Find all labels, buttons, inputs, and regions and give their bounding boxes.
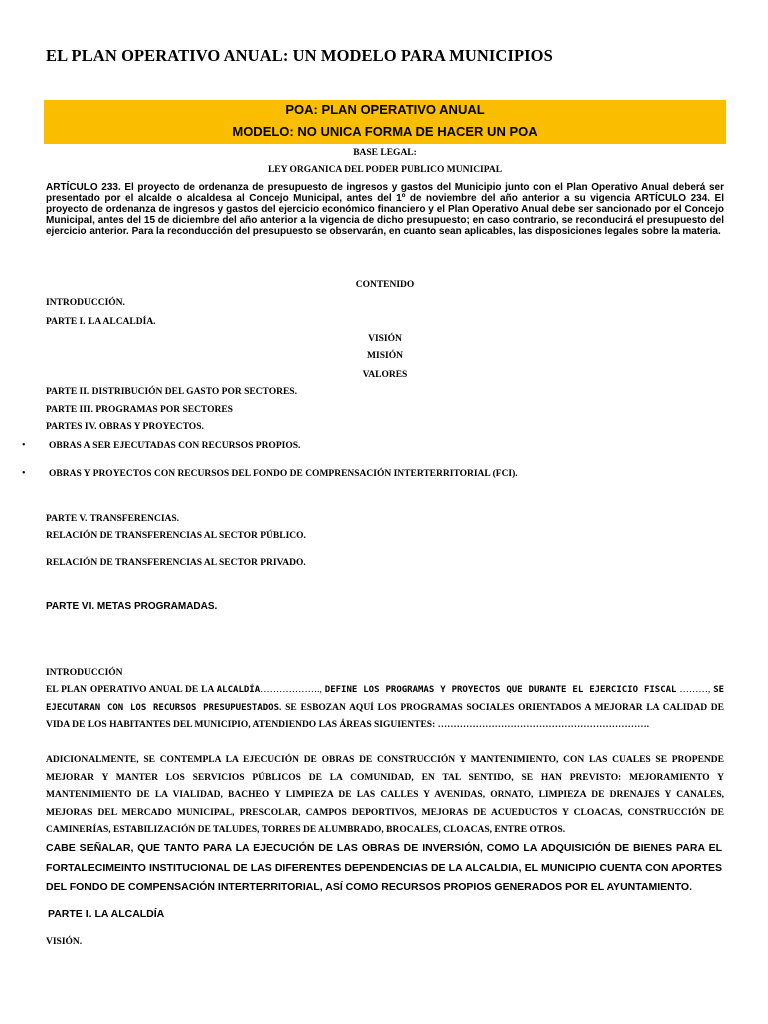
toc-rel-privado: RELACIÓN DE TRANSFERENCIAS AL SECTOR PRIVADO.	[46, 558, 306, 568]
poa-banner	[44, 100, 726, 144]
toc-valores: VALORES	[362, 370, 408, 380]
toc-vision: VISIÓN	[368, 334, 402, 344]
toc-parte-6: PARTE VI. METAS PROGRAMADAS.	[46, 601, 218, 612]
toc-parte-5: PARTE V. TRANSFERENCIAS.	[46, 514, 180, 524]
intro-ejecutaran: SE EJECUTARAN CON LOS RECURSOS PRESUPUESTADOS	[46, 685, 725, 713]
toc-mision: MISIÓN	[367, 351, 403, 361]
toc-bullet-2: OBRAS Y PROYECTOS CON RECURSOS DEL FONDO DE COMPRENSACIÓN INTERTERRITORIAL (FCI).	[49, 469, 518, 479]
banner-line-1: POA: PLAN OPERATIVO ANUAL	[285, 102, 485, 117]
banner-line-2: MODELO: NO UNICA FORMA DE HACER UN POA	[232, 124, 538, 139]
articulos-paragraph: ARTÍCULO 233. El proyecto de ordenanza de presupuesto de ingresos y gastos del Municipio junto con el Plan Operativo Anual deberá ser presentado por el alcalde o alcaldesa al Concejo Municipal, antes del 1º de noviembre del año anterior a su vigencia ARTÍCULO 234. El proyecto de ordenanza de ingresos y gastos del ejercicio económico financiero y el Plan Operativo Anual debe ser sancionado por el Concejo Municipal, antes del 15 de diciembre del año anterior a la vigencia de dicho presupuesto; en caso contrario, se reconducirá el presupuesto del ejercicio anterior. Para la reconducción del presupuesto se observarán, en cuanto sean aplicables, las disposiciones legales sobre la materia.	[46, 182, 724, 237]
intro-paragraph	[46, 682, 724, 735]
ley-heading: LEY ORGANICA DEL PODER PUBLICO MUNICIPAL	[267, 165, 503, 175]
base-legal-heading: BASE LEGAL:	[353, 148, 417, 158]
vision-heading: VISIÓN.	[46, 937, 83, 947]
cabe-paragraph: CABE SEÑALAR, QUE TANTO PARA LA EJECUCIÓN DE LAS OBRAS DE INVERSIÓN, COMO LA ADQUISICIÓN DE BIENES PARA EL FORTALECIMEINTO INSTITUCIONAL DE LAS DIFERENTES DEPENDENCIAS DE LA ALCALDIA, EL MUNICIPIO CUENTA CON APORTES DEL FONDO DE COMPENSACIÓN INTERTERRITORIAL, ASÍ COMO RECURSOS PROPIOS GENERADOS POR EL AYUNTAMIENTO.	[46, 842, 722, 893]
parte-1-heading: PARTE I. LA ALCALDÍA	[48, 908, 165, 920]
toc-parte-3: PARTE III. PROGRAMAS POR SECTORES	[46, 405, 233, 415]
toc-introduccion: INTRODUCCIÓN.	[46, 298, 125, 308]
intro-define: DEFINE LOS PROGRAMAS Y PROYECTOS QUE DURANTE EL EJERCICIO FISCAL	[324, 685, 677, 695]
bullet-icon: •	[22, 440, 26, 451]
toc-rel-publico: RELACIÓN DE TRANSFERENCIAS AL SECTOR PÚBLICO.	[46, 531, 306, 541]
intro-alcaldia: ALCALDÍA	[216, 685, 261, 695]
toc-parte-4: PARTES IV. OBRAS Y PROYECTOS.	[46, 422, 204, 432]
intro-text: . SE ESBOZAN AQUÍ LOS PROGRAMAS SOCIALES ORIENTADOS A MEJORAR LA CALIDAD DE VIDA DE LOS HABITANTES DEL MUNICIPIO, ATENDIENDO LAS ÁREAS SIGUIENTES: ………………………………………………………….	[46, 702, 724, 730]
bullet-icon: •	[22, 468, 26, 479]
adicionalmente-paragraph: ADICIONALMENTE, SE CONTEMPLA LA EJECUCIÓN DE OBRAS DE CONSTRUCCIÓN Y MANTENIMIENTO, CON LAS CUALES SE PROPENDE MEJORAR Y MANTER LOS SERVICIOS PÚBLICOS DE LA COMUNIDAD, EN TAL SENTIDO, SE HAN PREVISTO: MEJORAMIENTO Y MANTENIMIENTO DE LA VIALIDAD, BACHEO Y LIMPIEZA DE LAS CALLES Y AVENIDAS, ORNATO, LIMPIEZA DE DRENAJES Y CANALES, MEJORAS DEL MERCADO MUNICIPAL, PRESCOLAR, CAMPOS DEPORTIVOS, MEJORAS DE ACUEDUCTOS Y CLOACAS, CONSTRUCCIÓN DE CAMINERÍAS, ESTABILIZACIÓN DE TALUDES, TORRES DE ALUMBRADO, BROCALES, CLOACAS, ENTRE OTROS.	[46, 755, 724, 835]
toc-bullet-1: OBRAS A SER EJECUTADAS CON RECURSOS PROPIOS.	[49, 441, 301, 451]
toc-parte-2: PARTE II. DISTRIBUCIÓN DEL GASTO POR SECTORES.	[46, 387, 297, 397]
intro-heading: INTRODUCCIÓN	[46, 668, 123, 678]
toc-parte-1: PARTE I. LA ALCALDÍA.	[46, 317, 156, 327]
document-title: EL PLAN OPERATIVO ANUAL: UN MODELO PARA MUNICIPIOS	[46, 46, 553, 65]
intro-dots: ………,	[676, 685, 714, 695]
intro-text: EL PLAN OPERATIVO ANUAL DE LA	[46, 685, 217, 695]
contenido-heading: CONTENIDO	[355, 280, 415, 290]
intro-dots: ……………….,	[260, 685, 325, 695]
